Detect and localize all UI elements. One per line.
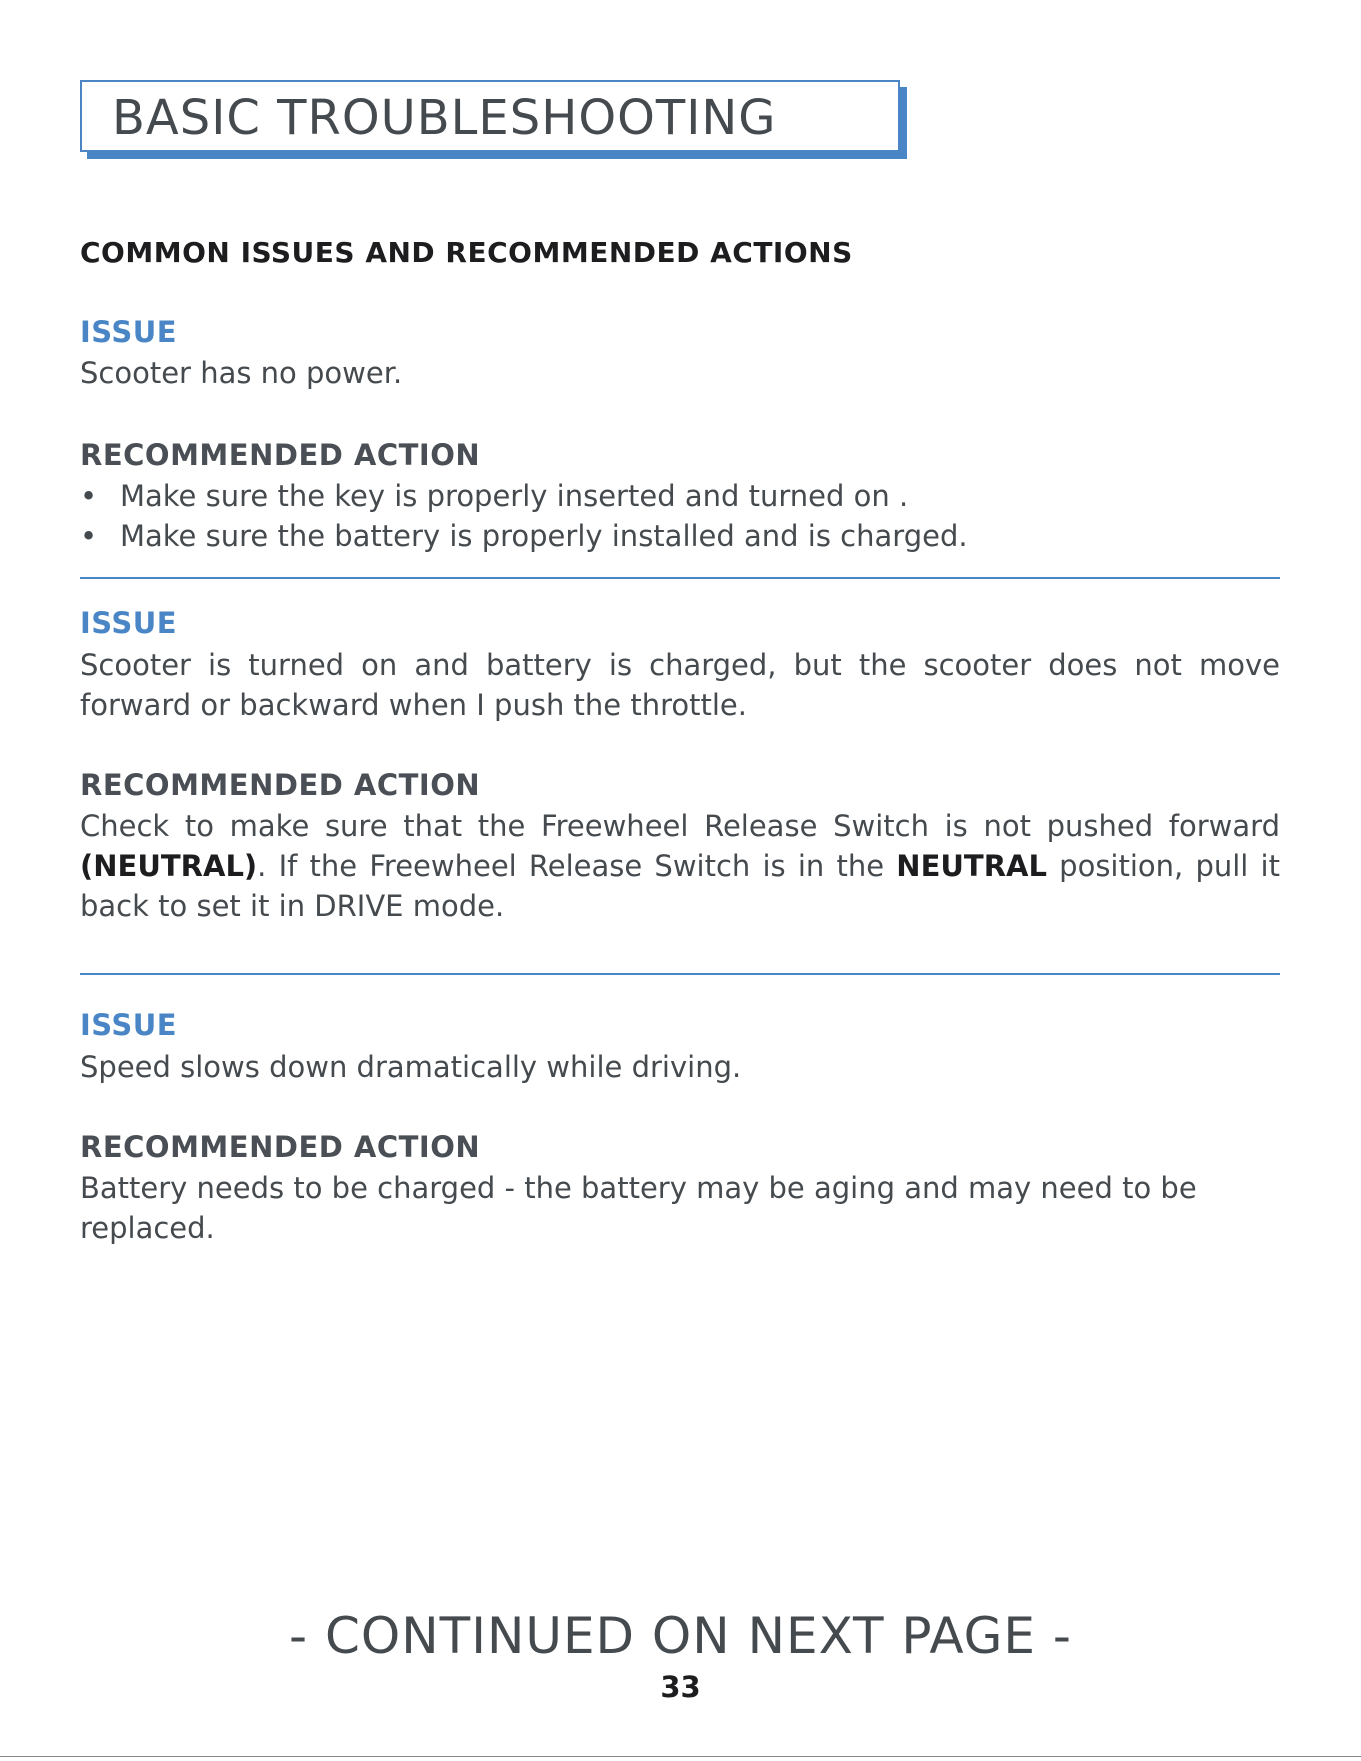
page-title: BASIC TROUBLESHOOTING <box>112 90 777 146</box>
action-1-list <box>80 476 1280 556</box>
issue-3-label: ISSUE <box>80 1008 178 1042</box>
action-3-label: RECOMMENDED ACTION <box>80 1130 481 1164</box>
action-2-part2: . If the Freewheel Release Switch is in the <box>257 849 897 883</box>
bullet-text: Make sure the key is properly inserted and turned on . <box>120 479 909 513</box>
action-2-text <box>80 806 1280 926</box>
divider <box>80 973 1280 975</box>
issue-3-text: Speed slows down dramatically while driving. <box>80 1050 742 1084</box>
bullet-icon: • <box>80 519 98 553</box>
section-heading: COMMON ISSUES AND RECOMMENDED ACTIONS <box>80 236 853 269</box>
bullet-icon: • <box>80 479 98 513</box>
issue-2-text: Scooter is turned on and battery is charged, but the scooter does not move forward or backward when I push the throttle. <box>80 648 1280 722</box>
page-number: 33 <box>660 1670 701 1704</box>
bullet-text: Make sure the battery is properly installed and is charged. <box>120 519 968 553</box>
issue-1-label: ISSUE <box>80 315 178 349</box>
list-item <box>80 476 1280 516</box>
list-item <box>80 516 1280 556</box>
action-1-label: RECOMMENDED ACTION <box>80 438 481 472</box>
action-3-text: Battery needs to be charged - the battery may be aging and may need to be replaced. <box>80 1171 1197 1245</box>
neutral-emphasis: (NEUTRAL) <box>80 849 258 883</box>
continued-notice: - CONTINUED ON NEXT PAGE - <box>289 1607 1072 1665</box>
divider <box>80 577 1280 579</box>
action-2-label: RECOMMENDED ACTION <box>80 768 481 802</box>
issue-2-label: ISSUE <box>80 606 178 640</box>
neutral-emphasis: NEUTRAL <box>896 849 1047 883</box>
action-2-part3: position, pull it back to set it in DRIVE mode. <box>80 849 1280 923</box>
title-box <box>80 80 900 152</box>
action-2-part1: Check to make sure that the Freewheel Release Switch is not pushed forward <box>80 809 1280 843</box>
page-edge-rule <box>0 1756 1361 1757</box>
issue-1-text: Scooter has no power. <box>80 356 403 390</box>
